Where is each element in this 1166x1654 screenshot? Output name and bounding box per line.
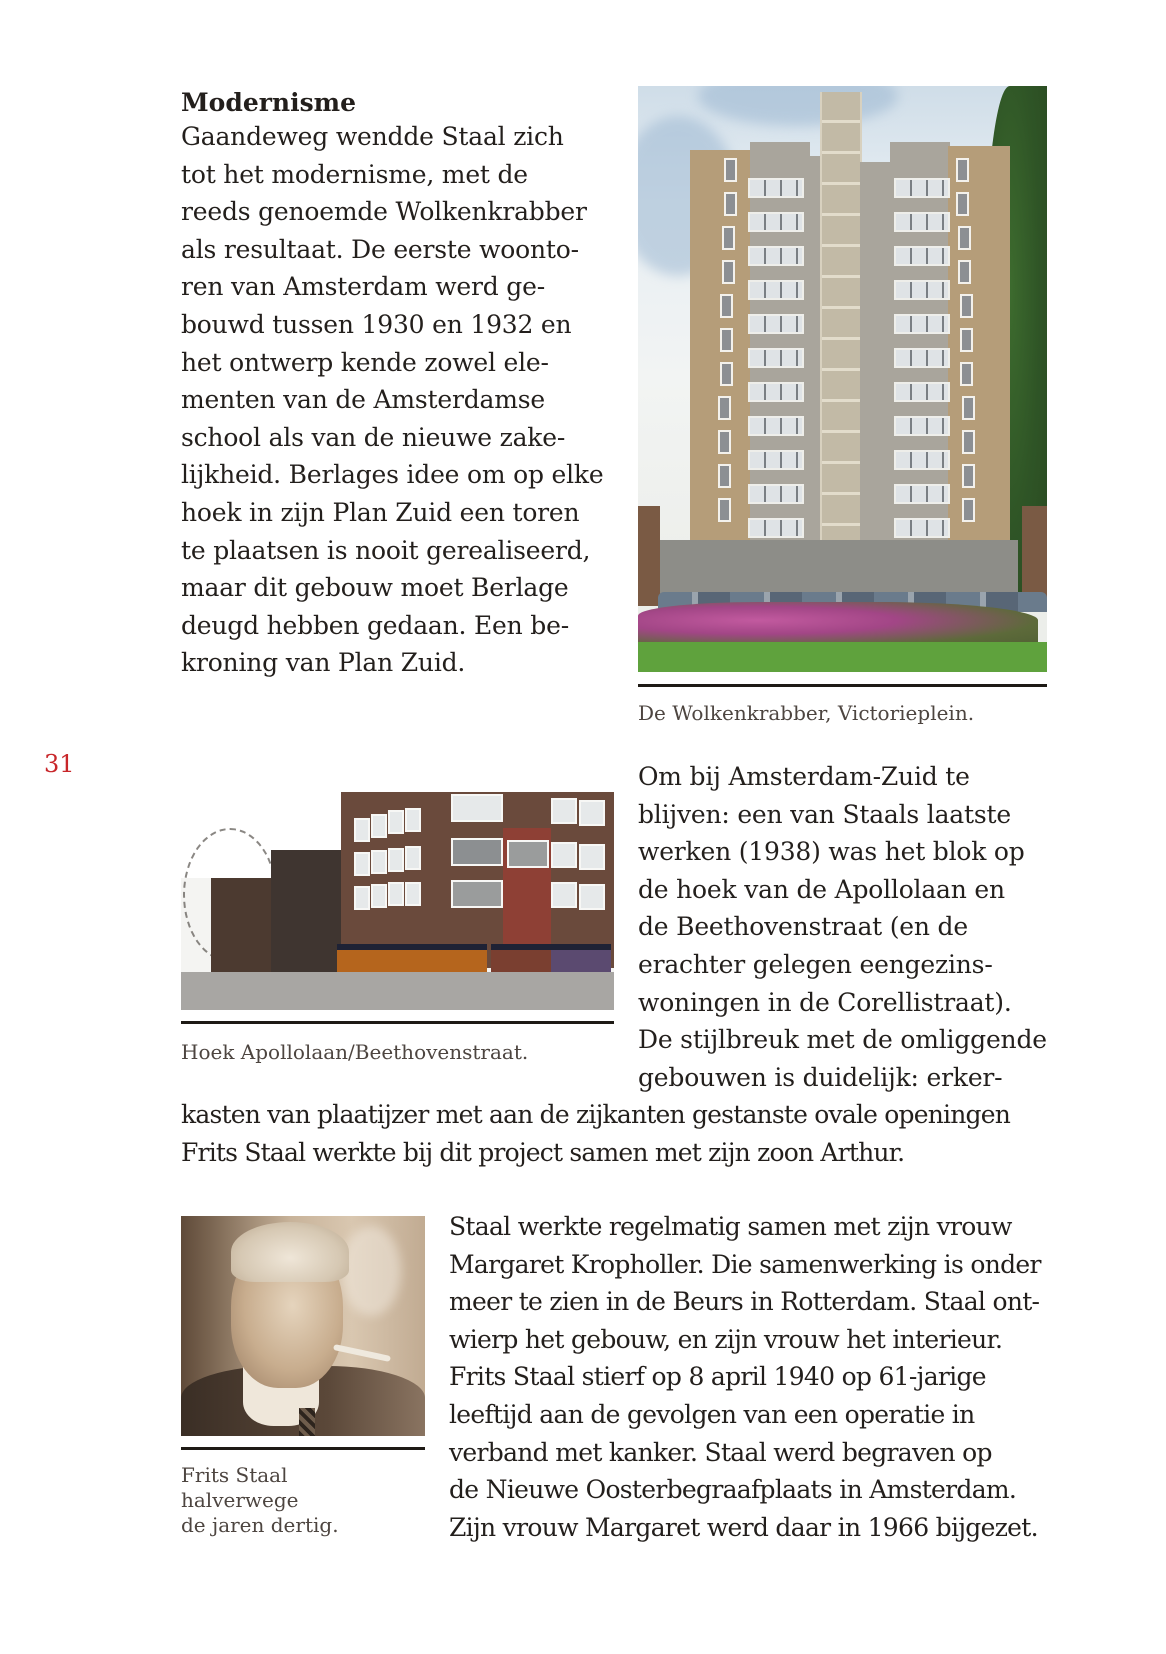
text-line: te plaatsen is nooit gerealiseerd, — [181, 535, 591, 565]
text-line: woningen in de Corellistraat). — [638, 987, 1012, 1017]
tower-caption: De Wolkenkrabber, Victorieplein. — [638, 701, 975, 725]
text-line: het ontwerp kende zowel ele- — [181, 347, 549, 377]
text-line: ren van Amsterdam werd ge- — [181, 272, 545, 302]
portrait-caption — [181, 1463, 339, 1538]
text-line: De stijlbreuk met de omliggende — [638, 1025, 1047, 1055]
text-line: de hoek van de Apollolaan en — [638, 874, 1005, 904]
text-line: de Nieuwe Oosterbegraafplaats in Amsterdam. — [449, 1475, 1017, 1505]
text-line: kroning van Plan Zuid. — [181, 648, 466, 678]
text-line: lijkheid. Berlages idee om op elke — [181, 460, 604, 490]
text-line: Margaret Kropholler. Die samenwerking is onder — [449, 1249, 1041, 1279]
text-line: Om bij Amsterdam-Zuid te — [638, 762, 970, 791]
text-line: wierp het gebouw, en zijn vrouw het interieur. — [449, 1324, 1003, 1354]
text-line: kasten van plaatijzer met aan de zijkanten gestanste ovale openingen — [181, 1100, 1011, 1129]
caption-rule — [181, 1021, 614, 1024]
portrait-photo — [181, 1216, 425, 1436]
text-line: meer te zien in de Beurs in Rotterdam. Staal ont- — [449, 1287, 1040, 1317]
text-line: Frits Staal stierf op 8 april 1940 op 61-jarige — [449, 1362, 986, 1392]
section3-paragraph — [449, 1208, 1041, 1546]
caption-line: Frits Staal — [181, 1463, 288, 1487]
corner-caption: Hoek Apollolaan/Beethovenstraat. — [181, 1040, 529, 1064]
text-line: blijven: een van Staals laatste — [638, 799, 1011, 829]
text-line: Gaandeweg wendde Staal zich — [181, 122, 564, 151]
caption-rule — [638, 684, 1047, 687]
elevator-tower — [820, 92, 862, 612]
section-heading: Modernisme — [181, 88, 357, 117]
caption-line: halverwege — [181, 1488, 299, 1512]
text-line: maar dit gebouw moet Berlage — [181, 573, 569, 603]
caption-rule — [181, 1447, 425, 1450]
text-line: reeds genoemde Wolkenkrabber — [181, 197, 587, 227]
section2-column — [638, 758, 1047, 1096]
text-line: deugd hebben gedaan. Een be- — [181, 610, 569, 640]
page-number: 31 — [44, 750, 75, 778]
text-line: hoek in zijn Plan Zuid een toren — [181, 497, 580, 527]
text-line: menten van de Amsterdamse — [181, 385, 545, 415]
text-line: gebouwen is duidelijk: erker- — [638, 1062, 1003, 1092]
text-line: verband met kanker. Staal werd begraven op — [449, 1437, 992, 1467]
text-line: Staal werkte regelmatig samen met zijn vrouw — [449, 1212, 1012, 1241]
caption-line: de jaren dertig. — [181, 1513, 339, 1537]
text-line: de Beethovenstraat (en de — [638, 912, 968, 942]
text-line: bouwd tussen 1930 en 1932 en — [181, 309, 572, 339]
corner-photo — [181, 758, 614, 1010]
text-line: Frits Staal werkte bij dit project samen met zijn zoon Arthur. — [181, 1137, 905, 1167]
tower-photo — [638, 86, 1047, 672]
cigarette — [333, 1344, 391, 1362]
text-line: als resultaat. De eerste woonto- — [181, 234, 579, 264]
lawn — [638, 642, 1047, 672]
text-line: school als van de nieuwe zake- — [181, 422, 566, 452]
text-line: tot het modernisme, met de — [181, 159, 528, 189]
text-line: erachter gelegen eengezins- — [638, 949, 993, 979]
text-line: werken (1938) was het blok op — [638, 837, 1025, 867]
text-line: leeftijd aan de gevolgen van een operatie in — [449, 1399, 975, 1429]
section2-full — [181, 1096, 1010, 1171]
section1-paragraph — [181, 118, 603, 682]
street — [181, 972, 614, 1010]
text-line: Zijn vrouw Margaret werd daar in 1966 bijgezet. — [449, 1512, 1038, 1542]
